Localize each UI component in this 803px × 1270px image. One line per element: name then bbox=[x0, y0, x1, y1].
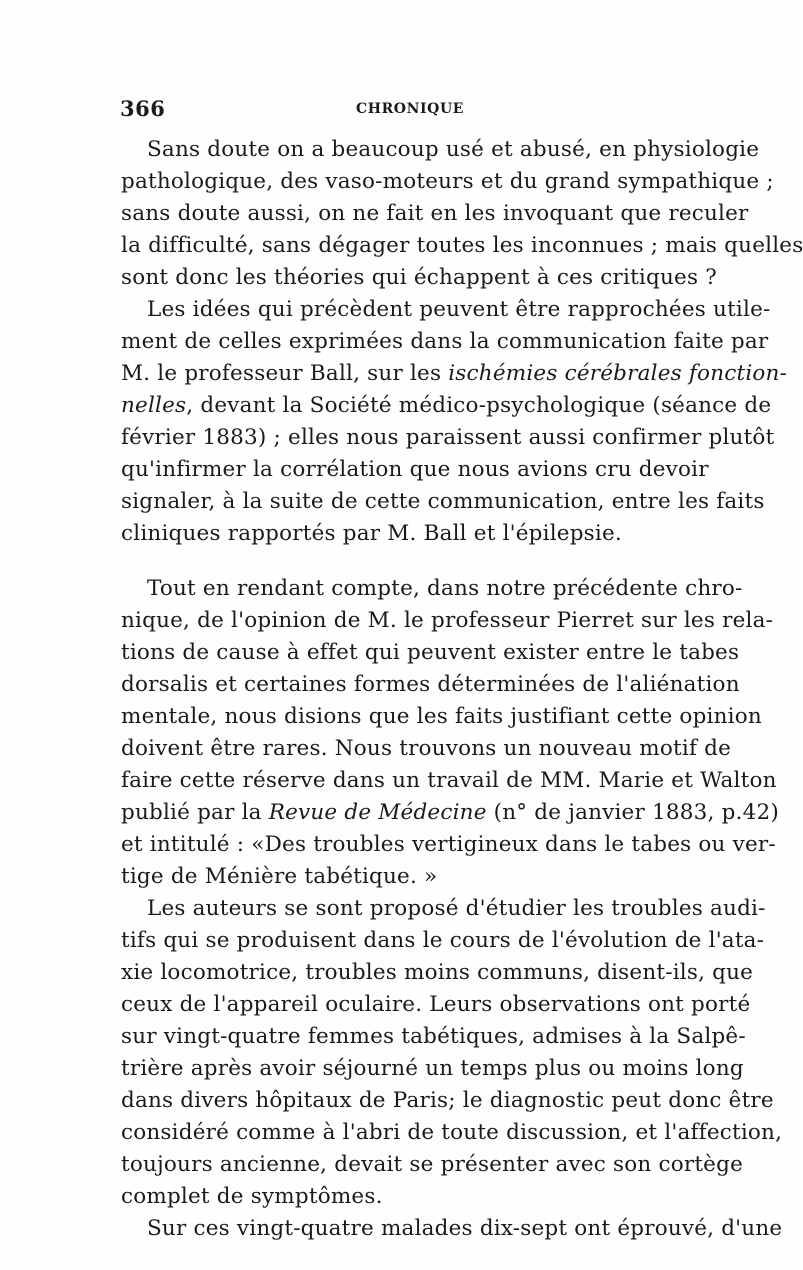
italic-term: ischémies cérébrales fonction- bbox=[448, 361, 788, 386]
text-line: considéré comme à l'abri de toute discussion, et l'affection, bbox=[121, 1120, 783, 1145]
text-line: doivent être rares. Nous trouvons un nouveau motif de bbox=[121, 736, 732, 761]
text-line: et intitulé : «Des troubles vertigineux dans le tabes ou ver- bbox=[121, 832, 776, 857]
text-line bbox=[121, 358, 788, 390]
text-line: février 1883) ; elles nous paraissent aussi confirmer plutôt bbox=[121, 425, 775, 450]
paragraph-gap bbox=[121, 550, 677, 573]
text-line: qu'infirmer la corrélation que nous avions cru devoir bbox=[121, 457, 709, 482]
text-line: faire cette réserve dans un travail de MM. Marie et Walton bbox=[121, 768, 777, 793]
body-text bbox=[121, 134, 803, 1245]
text-line: Les idées qui précèdent peuvent être rapprochées utile- bbox=[147, 297, 771, 322]
text-line bbox=[121, 797, 779, 829]
text-segment: (n° de janvier 1883, p.42) bbox=[486, 800, 779, 825]
text-line: dans divers hôpitaux de Paris; le diagnostic peut donc être bbox=[121, 1088, 774, 1113]
text-line: sur vingt-quatre femmes tabétiques, admises à la Salpê- bbox=[121, 1024, 746, 1049]
journal-title: Revue de Médecine bbox=[268, 800, 487, 825]
text-segment: , devant la Société médico-psychologique (séance de bbox=[186, 393, 772, 418]
text-segment: M. le professeur Ball, sur les bbox=[121, 361, 449, 386]
text-line: xie locomotrice, troubles moins communs, disent-ils, que bbox=[121, 960, 754, 985]
page-header bbox=[120, 96, 680, 126]
page-number: 366 bbox=[120, 96, 166, 121]
text-line: Les auteurs se sont proposé d'étudier les troubles audi- bbox=[147, 896, 766, 921]
text-line: signaler, à la suite de cette communication, entre les faits bbox=[121, 489, 765, 514]
text-line: mentale, nous disions que les faits justifiant cette opinion bbox=[121, 704, 762, 729]
text-line: pathologique, des vaso-moteurs et du grand sympathique ; bbox=[121, 169, 774, 194]
text-line: Sur ces vingt-quatre malades dix-sept ont éprouvé, d'une bbox=[147, 1216, 783, 1241]
text-line: sont donc les théories qui échappent à ces critiques ? bbox=[121, 265, 717, 290]
text-line: Sans doute on a beaucoup usé et abusé, en physiologie bbox=[147, 137, 760, 162]
text-line: toujours ancienne, devait se présenter avec son cortège bbox=[121, 1152, 743, 1177]
text-line: trière après avoir séjourné un temps plus ou moins long bbox=[121, 1056, 744, 1081]
text-line: cliniques rapportés par M. Ball et l'épilepsie. bbox=[121, 521, 622, 546]
text-line bbox=[121, 390, 772, 422]
italic-term: nelles bbox=[121, 393, 187, 418]
text-line: tifs qui se produisent dans le cours de l'évolution de l'ata- bbox=[121, 928, 765, 953]
text-segment: publié par la bbox=[121, 800, 269, 825]
text-line: tions de cause à effet qui peuvent exister entre le tabes bbox=[121, 640, 740, 665]
text-line: tige de Ménière tabétique. » bbox=[121, 864, 438, 889]
text-line: la difficulté, sans dégager toutes les inconnues ; mais quelles bbox=[121, 233, 803, 258]
text-line: ceux de l'appareil oculaire. Leurs observations ont porté bbox=[121, 992, 751, 1017]
text-line: nique, de l'opinion de M. le professeur Pierret sur les rela- bbox=[121, 608, 774, 633]
text-line: complet de symptômes. bbox=[121, 1184, 383, 1209]
text-line: ment de celles exprimées dans la communication faite par bbox=[121, 329, 769, 354]
text-line: dorsalis et certaines formes déterminées de l'aliénation bbox=[121, 672, 740, 697]
running-title: CHRONIQUE bbox=[356, 101, 465, 117]
text-line: Tout en rendant compte, dans notre précédente chro- bbox=[147, 576, 743, 601]
text-line: sans doute aussi, on ne fait en les invoquant que reculer bbox=[121, 201, 749, 226]
